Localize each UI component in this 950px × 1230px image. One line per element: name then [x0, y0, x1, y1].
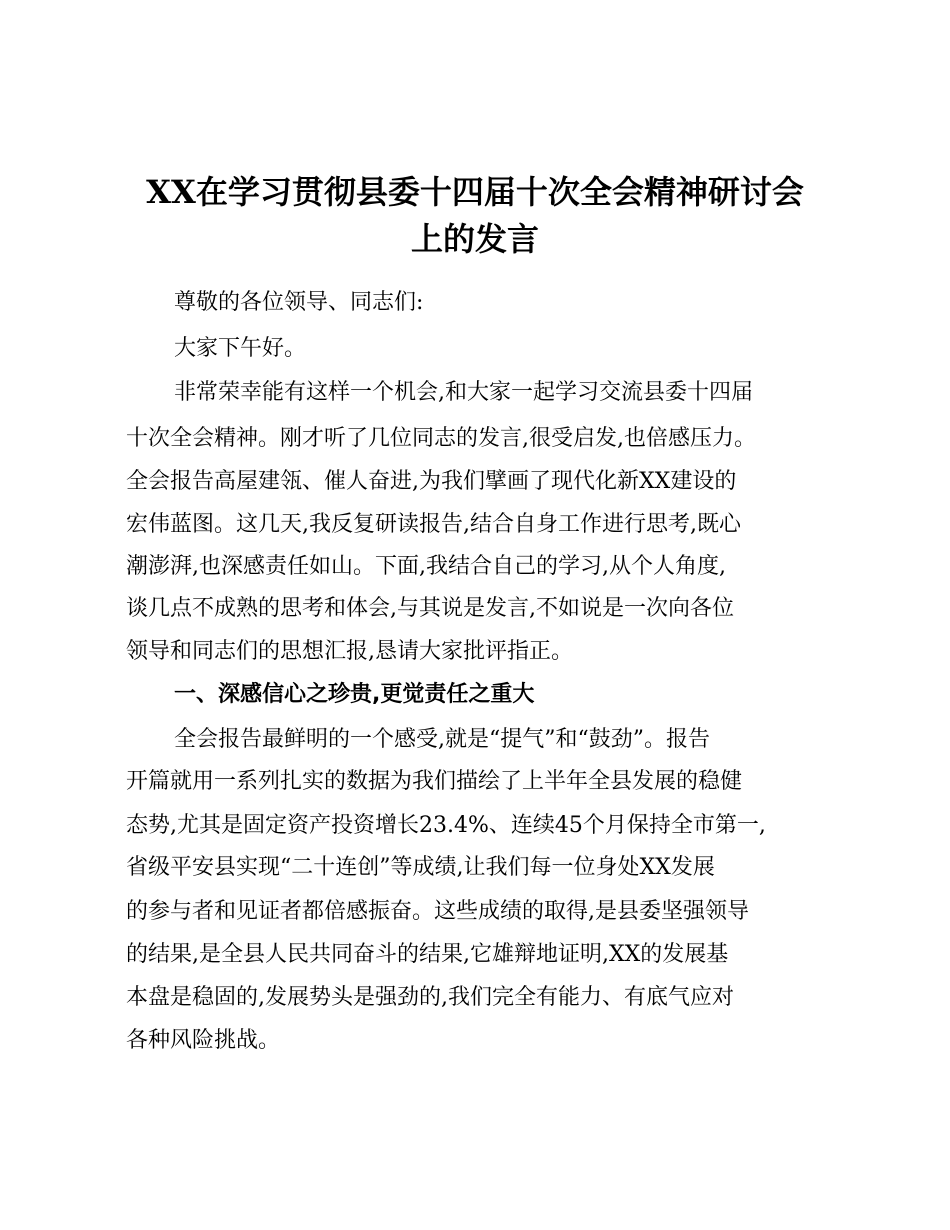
section-line-2: 开篇就用一系列扎实的数据为我们描绘了上半年全县发展的稳健 [126, 769, 743, 794]
intro-line-5: 潮澎湃,也深感责任如山。下面,我结合自己的学习,从个人角度, [126, 554, 726, 579]
section-line-5: 的参与者和见证者都倍感振奋。这些成绩的取得,是县委坚强领导 [126, 899, 749, 924]
greeting: 大家下午好。 [174, 336, 307, 361]
intro-line-4: 宏伟蓝图。这几天,我反复研读报告,结合自身工作进行思考,既心 [126, 512, 741, 537]
section-heading: 一、深感信心之珍贵,更觉责任之重大 [174, 682, 535, 707]
section-line-4: 省级平安县实现“二十连创”等成绩,让我们每一位身处XX发展 [126, 855, 715, 880]
document-title-line-2: 上的发言 [410, 220, 539, 258]
section-line-8: 各种风险挑战。 [126, 1028, 281, 1053]
intro-line-3: 全会报告高屋建瓴、催人奋进,为我们擘画了现代化新XX建设的 [126, 469, 737, 494]
intro-line-2: 十次全会精神。刚才听了几位同志的发言,很受启发,也倍感压力。 [126, 426, 756, 451]
intro-line-6: 谈几点不成熟的思考和体会,与其说是发言,不如说是一次向各位 [126, 596, 734, 621]
section-line-6: 的结果,是全县人民共同奋斗的结果,它雄辩地证明,XX的发展基 [126, 942, 729, 967]
intro-line-7: 领导和同志们的思想汇报,恳请大家批评指正。 [126, 639, 573, 664]
document-title-line-1: XX在学习贯彻县委十四届十次全会精神研讨会 [146, 173, 804, 211]
section-line-1: 全会报告最鲜明的一个感受,就是“提气”和“鼓劲”。报告 [174, 727, 710, 752]
section-line-7: 本盘是稳固的,发展势头是强劲的,我们完全有能力、有底气应对 [126, 985, 734, 1010]
salutation: 尊敬的各位领导、同志们: [174, 290, 424, 315]
section-line-3: 态势,尤其是固定资产投资增长23.4%、连续45个月保持全市第一, [126, 813, 766, 838]
intro-line-1: 非常荣幸能有这样一个机会,和大家一起学习交流县委十四届 [174, 380, 753, 405]
